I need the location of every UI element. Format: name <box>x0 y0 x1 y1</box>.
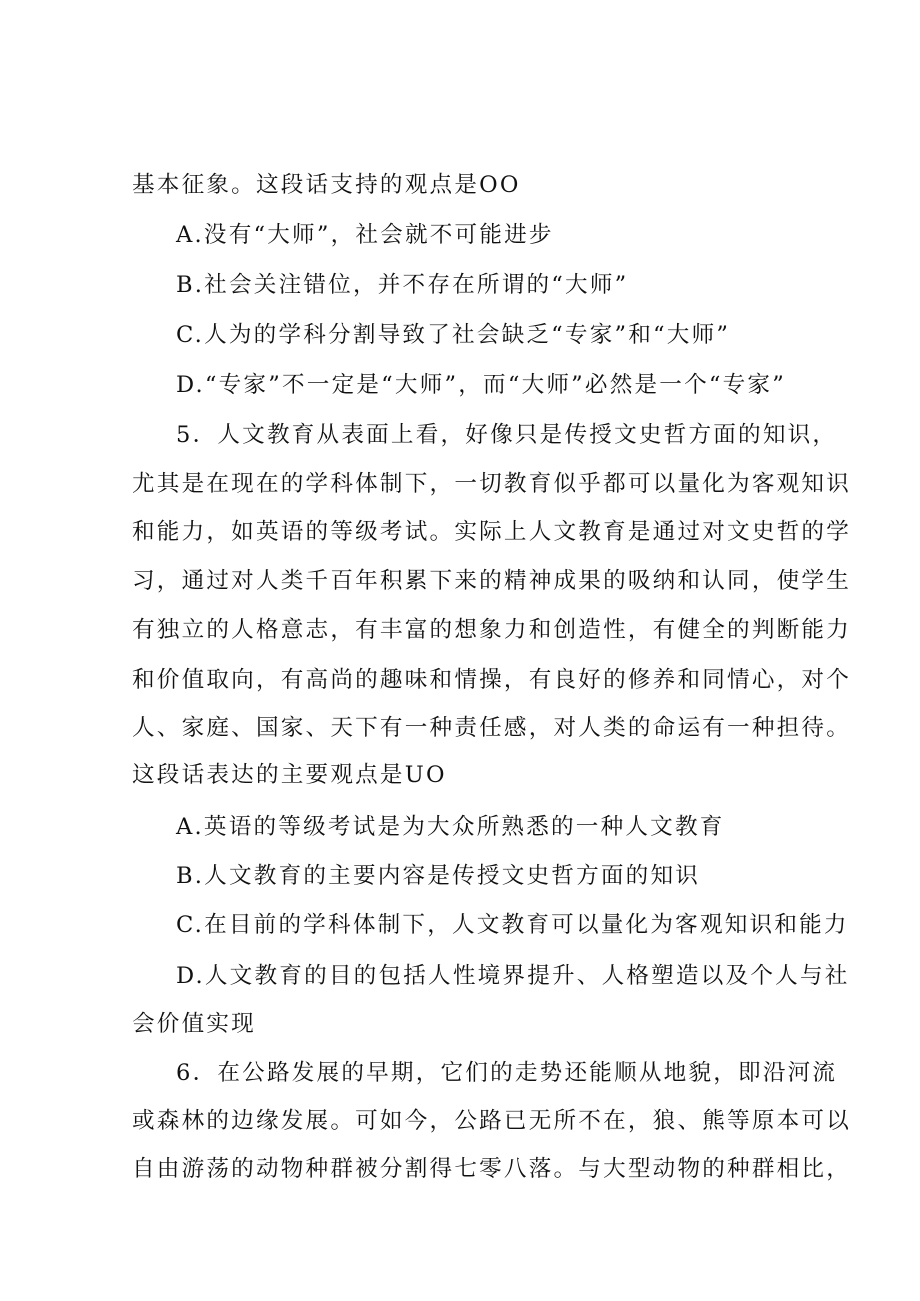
q5-option-a: A.英语的等级考试是为大众所熟悉的一种人文教育 <box>176 814 725 840</box>
q5-option-d-continuation: 会价值实现 <box>132 1011 256 1037</box>
q4-option-b: B.社会关注错位，并不存在所谓的“大师” <box>176 272 629 298</box>
q6-stem-line: 或森林的边缘发展。可如今，公路已无所不在，狼、熊等原本可以 <box>132 1108 852 1134</box>
q4-stem-line: 基本征象。这段话支持的观点是OO <box>132 172 521 198</box>
q5-stem-line: 和价值取向，有高尚的趣味和情操，有良好的修养和同情心，对个 <box>132 667 852 693</box>
q5-stem-line: 习，通过对人类千百年积累下来的精神成果的吸纳和认同，使学生 <box>132 568 852 594</box>
q5-option-b: B.人文教育的主要内容是传授文史哲方面的知识 <box>176 863 701 889</box>
q5-option-d: D.人文教育的目的包括人性境界提升、人格塑造以及个人与社 <box>176 963 850 989</box>
q5-stem-line: 有独立的人格意志，有丰富的想象力和创造性，有健全的判断能力 <box>132 617 852 643</box>
q5-stem-line: 5．人文教育从表面上看，好像只是传授文史哲方面的知识， <box>176 422 838 448</box>
q5-stem-line: 尤其是在现在的学科体制下，一切教育似乎都可以量化为客观知识 <box>132 471 852 497</box>
q5-stem-line: 人、家庭、国家、天下有一种责任感，对人类的命运有一种担待。 <box>132 715 852 741</box>
q4-option-a: A.没有“大师”，社会就不可能进步 <box>176 222 554 248</box>
q5-stem-line: 这段话表达的主要观点是UO <box>132 762 447 788</box>
q4-option-d: D.“专家”不一定是“大师”，而“大师”必然是一个“专家” <box>176 372 786 398</box>
q6-stem-line: 6．在公路发展的早期，它们的走势还能顺从地貌，即沿河流 <box>176 1060 838 1086</box>
q6-stem-line: 自由游荡的动物种群被分割得七零八落。与大型动物的种群相比， <box>132 1156 852 1182</box>
q5-stem-line: 和能力，如英语的等级考试。实际上人文教育是通过对文史哲的学 <box>132 519 852 545</box>
q5-option-c: C.在目前的学科体制下，人文教育可以量化为客观知识和能力 <box>176 912 849 938</box>
q4-option-c: C.人为的学科分割导致了社会缺乏“专家”和“大师” <box>176 322 731 348</box>
